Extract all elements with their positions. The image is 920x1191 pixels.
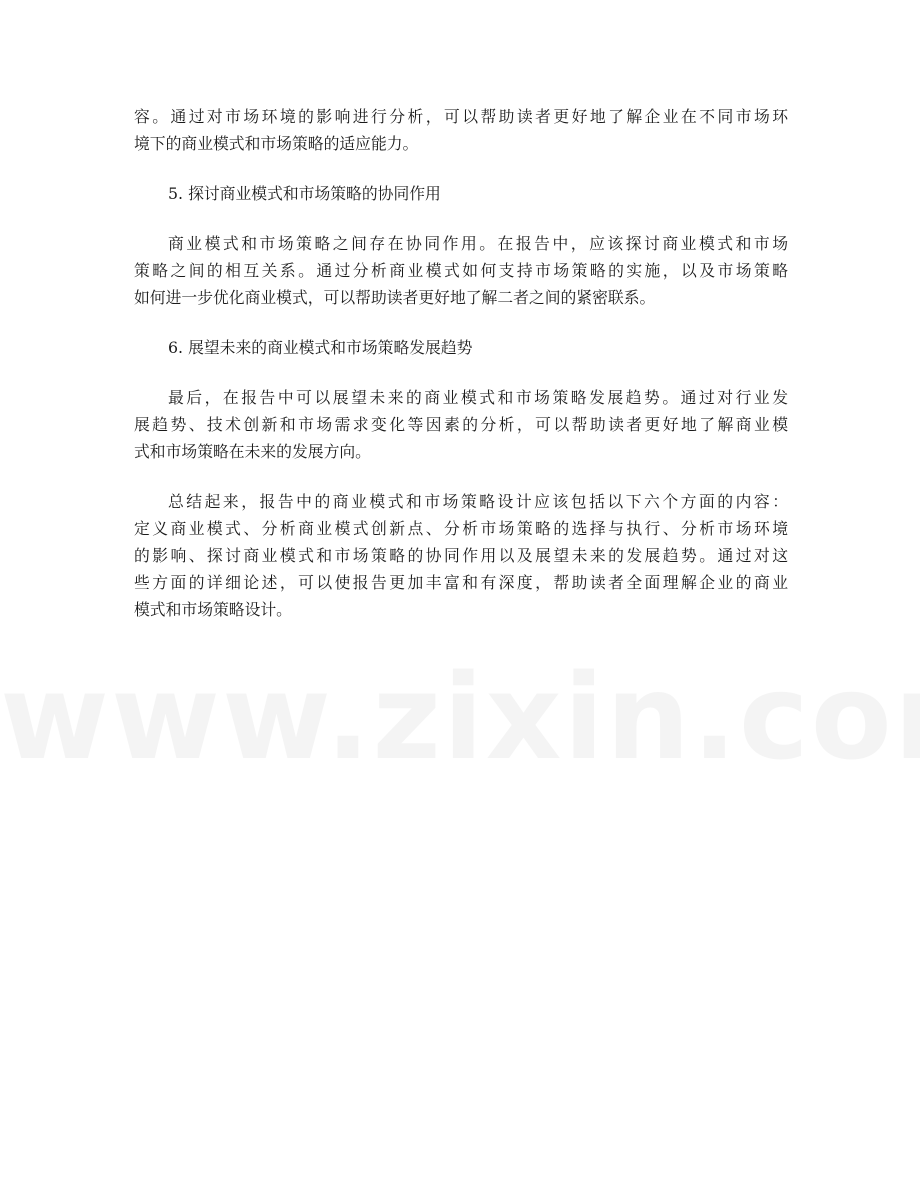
text-line: 总结起来，报告中的商业模式和市场策略设计应该包括以下六个方面的内容： <box>168 492 788 511</box>
section-heading-6: 6. 展望未来的商业模式和市场策略发展趋势 <box>168 338 473 357</box>
section-6-paragraph <box>134 384 788 465</box>
text-line: 最后，在报告中可以展望未来的商业模式和市场策略发展趋势。通过对行业发 <box>168 388 788 407</box>
text-line: 模式和市场策略设计。 <box>134 600 292 619</box>
document-body <box>134 103 788 623</box>
text-line: 策略之间的相互关系。通过分析商业模式如何支持市场策略的实施，以及市场策略 <box>134 261 788 280</box>
text-line: 的影响、探讨商业模式和市场策略的协同作用以及展望未来的发展趋势。通过对这 <box>134 546 788 565</box>
text-line: 境下的商业模式和市场策略的适应能力。 <box>134 134 419 153</box>
text-line: 商业模式和市场策略之间存在协同作用。在报告中，应该探讨商业模式和市场 <box>168 234 788 253</box>
paragraph-continuation <box>134 103 788 157</box>
text-line: 式和市场策略在未来的发展方向。 <box>134 442 371 461</box>
text-line: 些方面的详细论述，可以使报告更加丰富和有深度，帮助读者全面理解企业的商业 <box>134 573 788 592</box>
text-line: 如何进一步优化商业模式，可以帮助读者更好地了解二者之间的紧密联系。 <box>134 288 656 307</box>
watermark-text <box>0 648 920 786</box>
text-line: 展趋势、技术创新和市场需求变化等因素的分析，可以帮助读者更好地了解商业模 <box>134 415 788 434</box>
text-line: 容。通过对市场环境的影响进行分析，可以帮助读者更好地了解企业在不同市场环 <box>134 107 788 126</box>
summary-paragraph <box>134 488 788 623</box>
section-heading-5: 5. 探讨商业模式和市场策略的协同作用 <box>168 184 441 203</box>
section-5-paragraph <box>134 230 788 311</box>
text-line: 定义商业模式、分析商业模式创新点、分析市场策略的选择与执行、分析市场环境 <box>134 519 788 538</box>
